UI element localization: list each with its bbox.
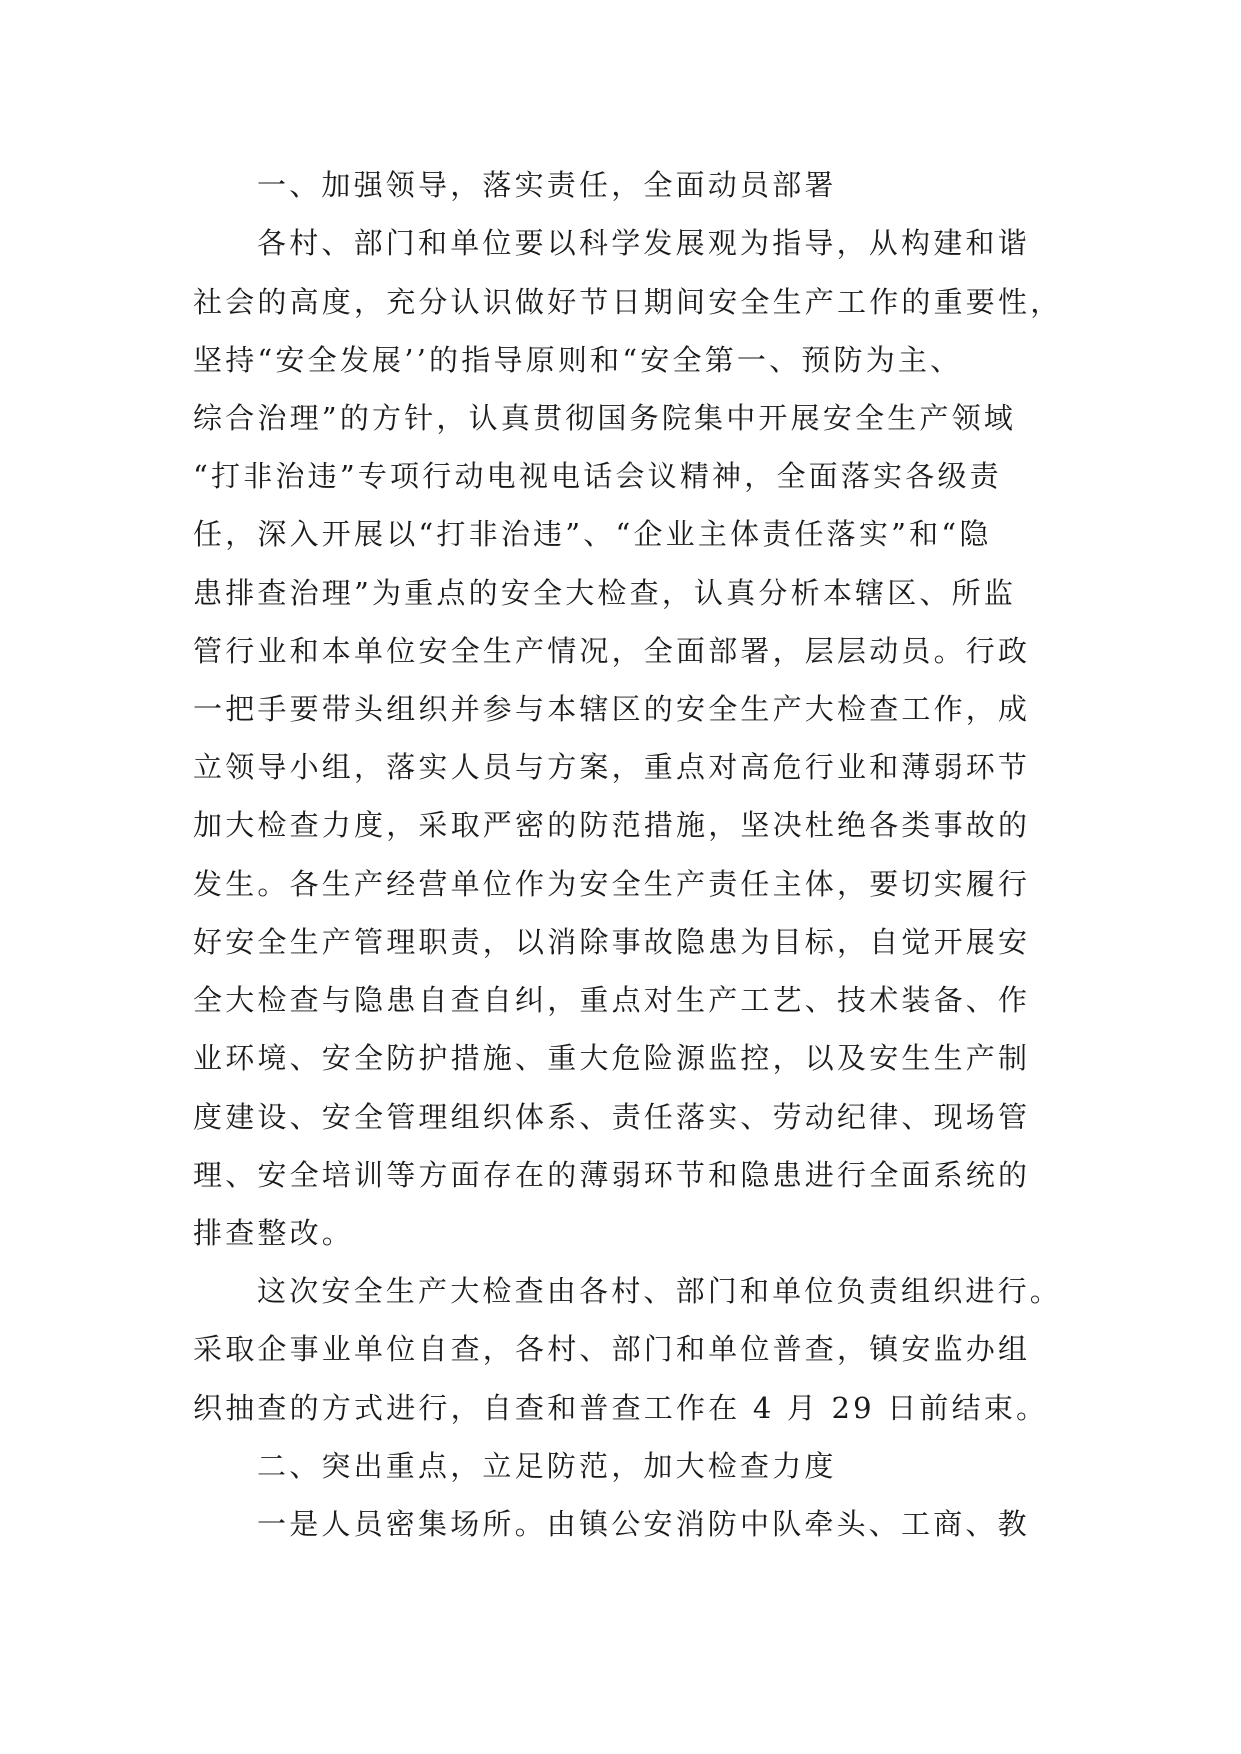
paragraph-line: 业环境、安全防护措施、重大危险源监控，以及安生生产制 [193,1041,1031,1075]
paragraph-line: 加大检查力度，采取严密的防范措施，坚决杜绝各类事故的 [193,808,1031,842]
paragraph-line: 社会的高度，充分认识做好节日期间安全生产工作的重要性， [193,285,1063,319]
paragraph-line: 度建设、安全管理组织体系、责任落实、劳动纪律、现场管 [193,1100,1031,1134]
paragraph-line: 一把手要带头组织并参与本辖区的安全生产大检查工作，成 [193,692,1031,726]
paragraph-line: 各村、部门和单位要以科学发展观为指导，从构建和谐 [257,226,1030,260]
paragraph-line: 立领导小组，落实人员与方案，重点对高危行业和薄弱环节 [193,750,1031,784]
paragraph-line: 任，深入开展以“打非治违”、“企业主体责任落实”和“隐 [193,517,992,551]
paragraph-line: 全大检查与隐患自查自纠，重点对生产工艺、技术装备、作 [193,983,1031,1017]
paragraph-line: 理、安全培训等方面存在的薄弱环节和隐患进行全面系统的 [193,1158,1031,1192]
paragraph-line: “打非治违”专项行动电视电话会议精神，全面落实各级责 [193,459,1002,493]
section-heading-1: 一、加强领导，落实责任，全面动员部署 [257,168,837,202]
paragraph-line: 一是人员密集场所。由镇公安消防中队牵头、工商、教 [257,1507,1030,1541]
section-heading-2: 二、突出重点，立足防范，加大检查力度 [257,1449,837,1483]
paragraph-line: 综合治理”的方针，认真贯彻国务院集中开展安全生产领域 [193,401,1017,435]
paragraph-line: 患排查治理”为重点的安全大检查，认真分析本辖区、所监 [193,576,1017,610]
paragraph-line: 坚持“安全发展’’的指导原则和“安全第一、预防为主、 [193,343,963,377]
paragraph-line: 管行业和本单位安全生产情况，全面部署，层层动员。行政 [193,634,1031,668]
paragraph-line: 发生。各生产经营单位作为安全生产责任主体，要切实履行 [193,867,1031,901]
paragraph-line: 好安全生产管理职责，以消除事故隐患为目标，自觉开展安 [193,925,1031,959]
paragraph-line: 织抽查的方式进行，自查和普查工作在 4 月 29 日前结束。 [193,1391,1049,1425]
paragraph-line: 采取企事业单位自查，各村、部门和单位普查，镇安监办组 [193,1332,1031,1366]
paragraph-line: 这次安全生产大检查由各村、部门和单位负责组织进行。 [257,1274,1063,1308]
paragraph-line: 排查整改。 [193,1216,355,1250]
